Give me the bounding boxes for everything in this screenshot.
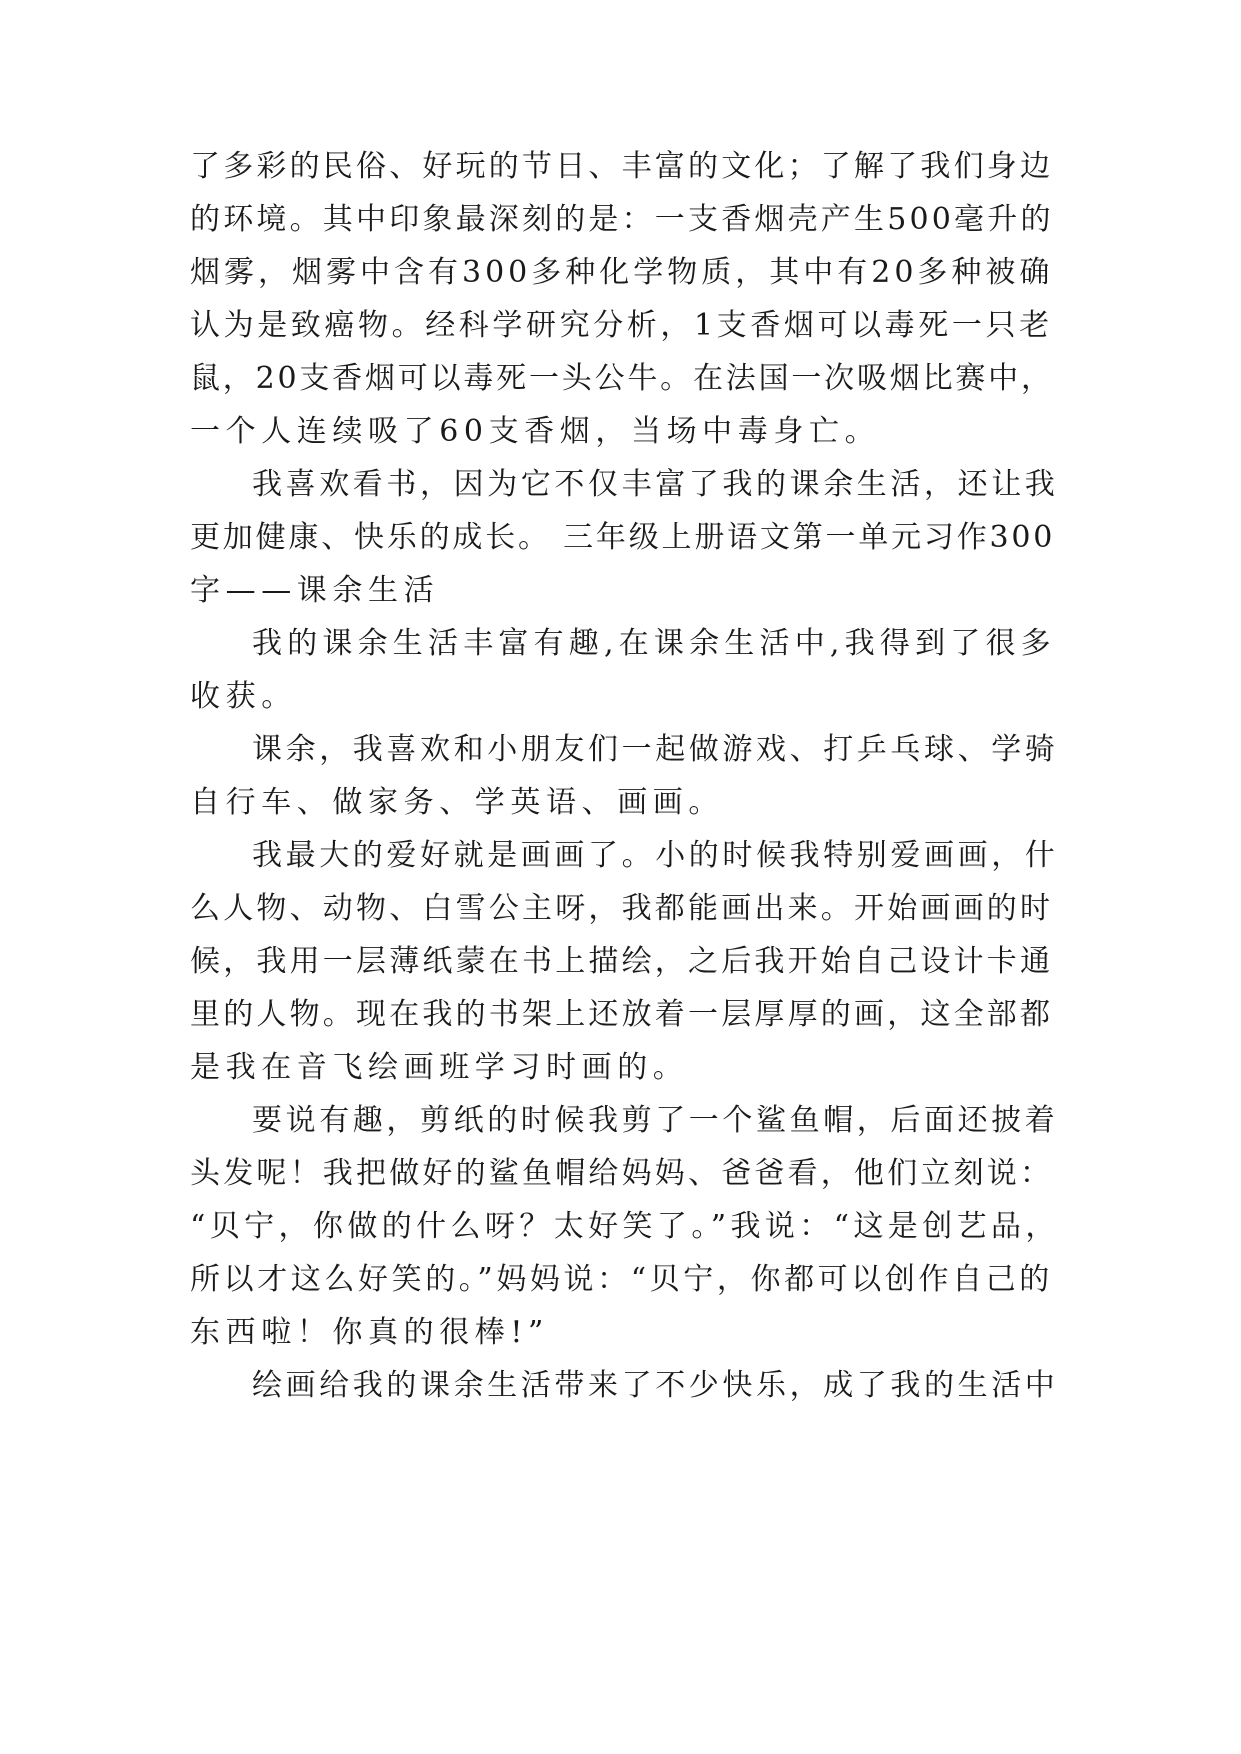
- text-line: 所以才这么好笑的。”妈妈说：“贝宁，你都可以创作自己的: [190, 1262, 1053, 1297]
- text-line: 么人物、动物、白雪公主呀，我都能画出来。开始画画的时: [190, 891, 1054, 926]
- paragraph-first-line: 要说有趣，剪纸的时候我剪了一个鲨鱼帽，后面还披着: [252, 1103, 1059, 1138]
- text-line: 一个人连续吸了60支香烟，当场中毒身亡。: [190, 414, 881, 449]
- text-line: 东西啦！你真的很棒!”: [190, 1315, 549, 1350]
- text-line: 字——课余生活: [190, 573, 440, 608]
- text-line: 头发呢！我把做好的鲨鱼帽给妈妈、爸爸看，他们立刻说：: [190, 1156, 1054, 1191]
- paragraph-first-line: 我最大的爱好就是画画了。小的时候我特别爱画画，什: [252, 838, 1059, 873]
- text-line: 候，我用一层薄纸蒙在书上描绘，之后我开始自己设计卡通: [190, 944, 1054, 979]
- text-line: 收获。: [190, 679, 297, 714]
- paragraph-first-line: 我的课余生活丰富有趣,在课余生活中,我得到了很多: [252, 626, 1056, 661]
- text-line: 是我在音飞绘画班学习时画的。: [190, 1050, 689, 1085]
- text-line: 更加健康、快乐的成长。 三年级上册语文第一单元习作300: [190, 520, 1056, 555]
- text-line: “贝宁，你做的什么呀？太好笑了。”我说：“这是创艺品，: [190, 1209, 1060, 1244]
- text-line: 自行车、做家务、学英语、画画。: [190, 785, 724, 820]
- text-line: 认为是致癌物。经科学研究分析，1支香烟可以毒死一只老: [190, 308, 1053, 343]
- text-line: 鼠，20支香烟可以毒死一头公牛。在法国一次吸烟比赛中，: [190, 361, 1054, 396]
- paragraph-first-line: 课余，我喜欢和小朋友们一起做游戏、打乒乓球、学骑: [252, 732, 1059, 767]
- text-line: 里的人物。现在我的书架上还放着一层厚厚的画，这全部都: [190, 997, 1054, 1032]
- paragraph-first-line: 我喜欢看书，因为它不仅丰富了我的课余生活，还让我: [252, 467, 1059, 502]
- text-line: 烟雾，烟雾中含有300多种化学物质，其中有20多种被确: [190, 255, 1054, 290]
- text-line: 的环境。其中印象最深刻的是：一支香烟壳产生500毫升的: [190, 202, 1054, 237]
- paragraph-first-line: 绘画给我的课余生活带来了不少快乐，成了我的生活中: [252, 1368, 1059, 1403]
- text-line: 了多彩的民俗、好玩的节日、丰富的文化；了解了我们身边: [190, 149, 1054, 184]
